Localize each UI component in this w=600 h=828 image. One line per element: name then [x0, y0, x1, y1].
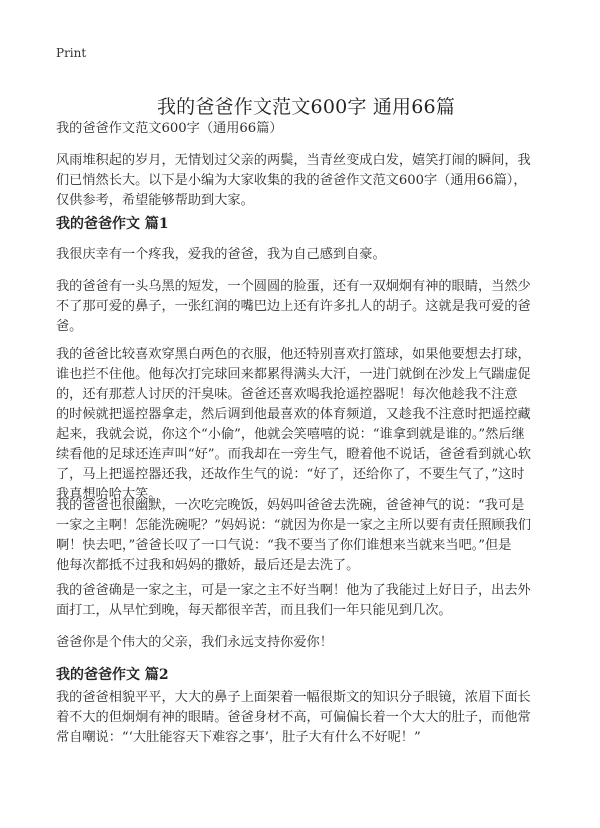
text-line: 啊！快去吧，”爸爸长叹了一口气说：“我不要当了你们谁想来当就来当吧。”但是 [56, 538, 512, 553]
text-line: 我真想哈哈大笑。 [56, 487, 162, 502]
section-heading-2: 我的爸爸作文 篇2 [56, 667, 169, 683]
text-line: 们已悄然长大。以下是小编为大家收集的我的爸爸作文范文600字（通用66篇）， [56, 173, 527, 188]
text-line: 爸爸你是个伟大的父亲，我们永远支持你爱你！ [56, 635, 333, 650]
paragraph [56, 277, 556, 337]
text-line: 我的爸爸有一头乌黑的短发，一个圆圆的脸蛋，还有一双炯炯有神的眼睛，当然少 [56, 279, 531, 294]
text-line: 面打工，从早忙到晚，每天都很辛苦，而且我们一年只能见到几次。 [56, 603, 452, 618]
text-line: 的，还有那惹人讨厌的汗臭味。爸爸还喜欢喝我抢遥控器呢！每次他趁我不注意 [56, 387, 518, 402]
text-line: 他每次都抵不过我和妈妈的撒娇，最后还是去洗了。 [56, 558, 360, 573]
paragraph [56, 688, 556, 748]
text-line: 爸。 [56, 319, 83, 334]
text-line: 仅供参考，希望能够帮助到大家。 [56, 193, 254, 208]
text-line: 的时候就把遥控器拿走，然后调到他最喜欢的体育频道，又趁我不注意时把遥控藏 [56, 407, 531, 422]
paragraph [56, 345, 556, 505]
page-title: 我的爸爸作文范文600字 通用66篇 [156, 95, 456, 118]
text-line: 我的爸爸相貌平平，大大的鼻子上面架着一幅很斯文的知识分子眼镜，浓眉下面长 [56, 690, 531, 705]
section-heading-1: 我的爸爸作文 篇1 [56, 216, 169, 232]
subtitle: 我的爸爸作文范文600字（通用66篇） [56, 121, 283, 136]
text-line: 起来，我就会说，你这个“小偷”，他就会笑嘻嘻的说：“谁拿到就是谁的。”然后继 [56, 427, 525, 442]
text-line: 续看他的足球还连声叫“好”。而我却在一旁生气，瞪着他不说话，爸爸看到就心软 [56, 447, 532, 462]
paragraph [56, 581, 556, 621]
text-line: 我的爸爸确是一家之主，可是一家之主不好当啊！他为了我能过上好日子，出去外 [56, 583, 531, 598]
text-line: 我的爸爸比较喜欢穿黑白两色的衣服，他还特别喜欢打篮球，如果他要想去打球， [56, 347, 531, 362]
text-line: 了，马上把遥控器还我，还故作生气的说：“好了，还给你了，不要生气了，”这时 [56, 467, 525, 482]
text-line: 我很庆幸有一个疼我，爱我的爸爸，我为自己感到自豪。 [56, 247, 386, 262]
text-line: 着不大的但炯炯有神的眼睛。爸爸身材不高，可偏偏长着一个大大的肚子，而他常 [56, 710, 531, 725]
text-line: 谁也拦不住他。他每次打完球回来都累得满头大汗，一进门就倒在沙发上气踹虚促 [56, 367, 531, 382]
paragraph [56, 633, 556, 653]
text-line: 一家之主啊！怎能洗碗呢？”妈妈说：“就因为你是一家之主所以要有责任照顾我们 [56, 518, 532, 533]
text-line: 我的爸爸也很幽默，一次吃完晚饭，妈妈叫爸爸去洗碗，爸爸神气的说：“我可是 [56, 498, 525, 513]
paragraph [56, 245, 556, 265]
paragraph [56, 496, 556, 576]
text-line: 风雨堆积起的岁月，无情划过父亲的两鬓，当青丝变成白发，嬉笑打闹的瞬间，我 [56, 153, 531, 168]
text-line: 常自嘲说：“‘大肚能容天下难容之事’，肚子大有什么不好呢！” [56, 730, 421, 745]
print-link[interactable]: Print [56, 46, 87, 60]
intro-paragraph [56, 151, 556, 211]
text-line: 不了那可爱的鼻子，一张红润的嘴巴边上还有许多扎人的胡子。这就是我可爱的爸 [56, 299, 531, 314]
